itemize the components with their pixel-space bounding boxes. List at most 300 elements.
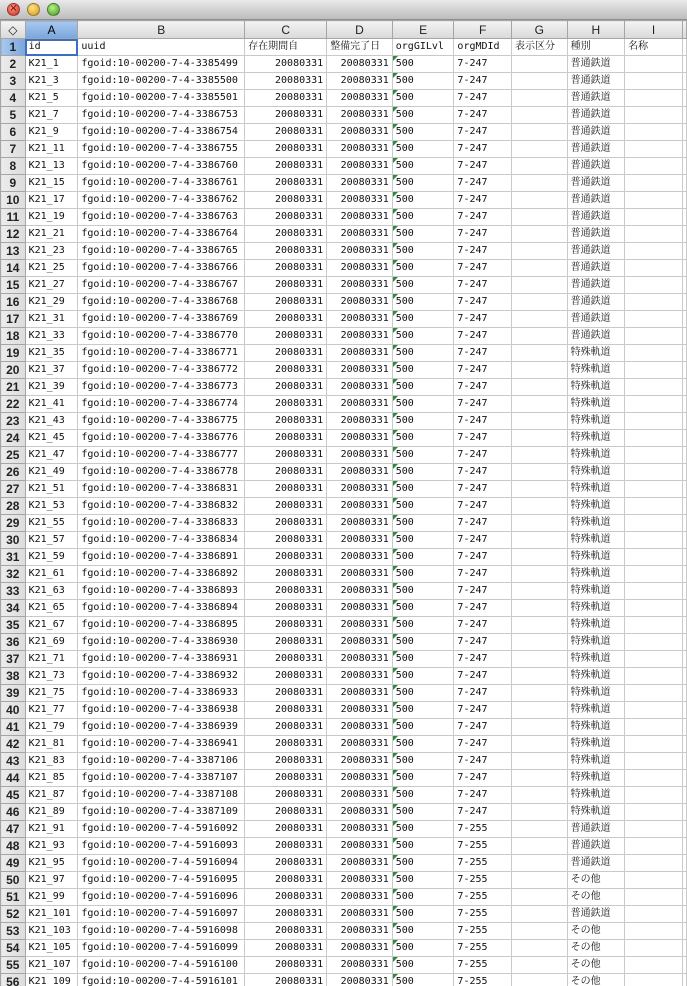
cell-display[interactable] <box>512 838 568 855</box>
cell-type[interactable]: 普通鉄道 <box>567 107 625 124</box>
cell-complete[interactable]: 20080331 <box>327 430 393 447</box>
cell-complete[interactable]: 20080331 <box>327 957 393 974</box>
cell-type[interactable]: 特殊軌道 <box>567 719 625 736</box>
row-header[interactable]: 44 <box>1 770 26 787</box>
cell-uuid[interactable]: fgoid:10-00200-7-4-5916100 <box>78 957 245 974</box>
field-name-cell-uuid[interactable]: uuid <box>78 39 245 56</box>
cell-name[interactable] <box>625 515 683 532</box>
cell-start[interactable]: 20080331 <box>245 855 327 872</box>
cell-orggilvl[interactable]: 500 <box>392 311 454 328</box>
cell-empty[interactable] <box>683 566 687 583</box>
cell-uuid[interactable]: fgoid:10-00200-7-4-3386766 <box>78 260 245 277</box>
cell-name[interactable] <box>625 226 683 243</box>
cell-empty[interactable] <box>683 549 687 566</box>
cell-uuid[interactable]: fgoid:10-00200-7-4-3386894 <box>78 600 245 617</box>
cell-id[interactable]: K21_43 <box>25 413 78 430</box>
cell-display[interactable] <box>512 362 568 379</box>
cell-uuid[interactable]: fgoid:10-00200-7-4-5916096 <box>78 889 245 906</box>
cell-type[interactable]: 特殊軌道 <box>567 549 625 566</box>
cell-display[interactable] <box>512 175 568 192</box>
select-all-corner[interactable]: ◇ <box>1 21 26 39</box>
row-header[interactable]: 14 <box>1 260 26 277</box>
cell-type[interactable]: 普通鉄道 <box>567 209 625 226</box>
cell-start[interactable]: 20080331 <box>245 481 327 498</box>
cell-display[interactable] <box>512 73 568 90</box>
row-header[interactable]: 17 <box>1 311 26 328</box>
cell-name[interactable] <box>625 753 683 770</box>
row-header[interactable]: 15 <box>1 277 26 294</box>
cell-name[interactable] <box>625 600 683 617</box>
row-header[interactable]: 30 <box>1 532 26 549</box>
cell-name[interactable] <box>625 787 683 804</box>
cell-start[interactable]: 20080331 <box>245 736 327 753</box>
cell-display[interactable] <box>512 872 568 889</box>
row-header[interactable]: 45 <box>1 787 26 804</box>
cell-id[interactable]: K21_93 <box>25 838 78 855</box>
cell-complete[interactable]: 20080331 <box>327 974 393 986</box>
row-header[interactable]: 11 <box>1 209 26 226</box>
cell-start[interactable]: 20080331 <box>245 906 327 923</box>
cell-complete[interactable]: 20080331 <box>327 634 393 651</box>
cell-display[interactable] <box>512 685 568 702</box>
cell-display[interactable] <box>512 651 568 668</box>
cell-uuid[interactable]: fgoid:10-00200-7-4-3386762 <box>78 192 245 209</box>
cell-type[interactable]: その他 <box>567 974 625 986</box>
cell-complete[interactable]: 20080331 <box>327 311 393 328</box>
row-header[interactable]: 6 <box>1 124 26 141</box>
cell-empty[interactable] <box>683 430 687 447</box>
cell-type[interactable]: 特殊軌道 <box>567 770 625 787</box>
cell-name[interactable] <box>625 328 683 345</box>
cell-orggilvl[interactable]: 500 <box>392 73 454 90</box>
cell-orgmdid[interactable]: 7-247 <box>454 804 512 821</box>
cell-type[interactable]: 特殊軌道 <box>567 379 625 396</box>
cell-orgmdid[interactable]: 7-247 <box>454 362 512 379</box>
cell-start[interactable]: 20080331 <box>245 974 327 986</box>
cell-name[interactable] <box>625 158 683 175</box>
cell-orggilvl[interactable]: 500 <box>392 549 454 566</box>
cell-empty[interactable] <box>683 600 687 617</box>
cell-start[interactable]: 20080331 <box>245 345 327 362</box>
cell-start[interactable]: 20080331 <box>245 719 327 736</box>
cell-uuid[interactable]: fgoid:10-00200-7-4-5916098 <box>78 923 245 940</box>
cell-type[interactable]: 特殊軌道 <box>567 787 625 804</box>
cell-type[interactable]: 普通鉄道 <box>567 124 625 141</box>
cell-display[interactable] <box>512 90 568 107</box>
cell-empty[interactable] <box>683 532 687 549</box>
cell-id[interactable]: K21_63 <box>25 583 78 600</box>
cell-name[interactable] <box>625 702 683 719</box>
cell-id[interactable]: K21_33 <box>25 328 78 345</box>
cell-orggilvl[interactable]: 500 <box>392 906 454 923</box>
cell-name[interactable] <box>625 855 683 872</box>
cell-display[interactable] <box>512 855 568 872</box>
cell-name[interactable] <box>625 413 683 430</box>
cell-type[interactable]: 普通鉄道 <box>567 158 625 175</box>
field-name-cell-id[interactable]: id <box>25 39 78 56</box>
cell-empty[interactable] <box>683 889 687 906</box>
cell-orggilvl[interactable]: 500 <box>392 464 454 481</box>
cell-empty[interactable] <box>683 906 687 923</box>
cell-display[interactable] <box>512 430 568 447</box>
cell-id[interactable]: K21_13 <box>25 158 78 175</box>
cell-orggilvl[interactable]: 500 <box>392 753 454 770</box>
cell-empty[interactable] <box>683 719 687 736</box>
cell-id[interactable]: K21_21 <box>25 226 78 243</box>
cell-start[interactable]: 20080331 <box>245 838 327 855</box>
cell-orgmdid[interactable]: 7-247 <box>454 311 512 328</box>
cell-orgmdid[interactable]: 7-247 <box>454 770 512 787</box>
cell-orgmdid[interactable]: 7-247 <box>454 685 512 702</box>
cell-complete[interactable]: 20080331 <box>327 464 393 481</box>
cell-name[interactable] <box>625 804 683 821</box>
cell-name[interactable] <box>625 770 683 787</box>
cell-id[interactable]: K21_31 <box>25 311 78 328</box>
row-header[interactable]: 42 <box>1 736 26 753</box>
cell-orgmdid[interactable]: 7-247 <box>454 277 512 294</box>
row-header[interactable]: 24 <box>1 430 26 447</box>
cell-complete[interactable]: 20080331 <box>327 141 393 158</box>
cell-orggilvl[interactable]: 500 <box>392 345 454 362</box>
cell-id[interactable]: K21_101 <box>25 906 78 923</box>
column-header-b[interactable]: B <box>78 21 245 39</box>
cell-orggilvl[interactable]: 500 <box>392 328 454 345</box>
cell-uuid[interactable]: fgoid:10-00200-7-4-5916095 <box>78 872 245 889</box>
cell-display[interactable] <box>512 532 568 549</box>
cell-name[interactable] <box>625 447 683 464</box>
cell-orggilvl[interactable]: 500 <box>392 430 454 447</box>
cell-orggilvl[interactable]: 500 <box>392 362 454 379</box>
row-header[interactable]: 47 <box>1 821 26 838</box>
cell-name[interactable] <box>625 73 683 90</box>
cell-id[interactable]: K21_99 <box>25 889 78 906</box>
cell-display[interactable] <box>512 515 568 532</box>
cell-complete[interactable]: 20080331 <box>327 107 393 124</box>
cell-id[interactable]: K21_11 <box>25 141 78 158</box>
cell-display[interactable] <box>512 277 568 294</box>
cell-name[interactable] <box>625 345 683 362</box>
cell-id[interactable]: K21_75 <box>25 685 78 702</box>
cell-display[interactable] <box>512 481 568 498</box>
cell-display[interactable] <box>512 923 568 940</box>
cell-complete[interactable]: 20080331 <box>327 770 393 787</box>
cell-uuid[interactable]: fgoid:10-00200-7-4-3385500 <box>78 73 245 90</box>
cell-id[interactable]: K21_91 <box>25 821 78 838</box>
cell-orggilvl[interactable]: 500 <box>392 209 454 226</box>
cell-orggilvl[interactable]: 500 <box>392 736 454 753</box>
cell-display[interactable] <box>512 566 568 583</box>
cell-name[interactable] <box>625 685 683 702</box>
cell-name[interactable] <box>625 838 683 855</box>
cell-orggilvl[interactable]: 500 <box>392 634 454 651</box>
row-header[interactable]: 3 <box>1 73 26 90</box>
cell-id[interactable]: K21_73 <box>25 668 78 685</box>
cell-uuid[interactable]: fgoid:10-00200-7-4-3386755 <box>78 141 245 158</box>
row-header[interactable]: 16 <box>1 294 26 311</box>
cell-orggilvl[interactable]: 500 <box>392 855 454 872</box>
cell-orggilvl[interactable]: 500 <box>392 294 454 311</box>
cell-name[interactable] <box>625 957 683 974</box>
cell-orgmdid[interactable]: 7-247 <box>454 260 512 277</box>
cell-id[interactable]: K21_1 <box>25 56 78 73</box>
cell-start[interactable]: 20080331 <box>245 532 327 549</box>
cell-orggilvl[interactable]: 500 <box>392 260 454 277</box>
column-header-f[interactable]: F <box>454 21 512 39</box>
cell-complete[interactable]: 20080331 <box>327 481 393 498</box>
cell-complete[interactable]: 20080331 <box>327 396 393 413</box>
cell-empty[interactable] <box>683 379 687 396</box>
cell-complete[interactable]: 20080331 <box>327 328 393 345</box>
cell-display[interactable] <box>512 226 568 243</box>
cell-type[interactable]: 特殊軌道 <box>567 481 625 498</box>
cell-type[interactable]: 普通鉄道 <box>567 294 625 311</box>
cell-orggilvl[interactable]: 500 <box>392 974 454 986</box>
cell-uuid[interactable]: fgoid:10-00200-7-4-3386831 <box>78 481 245 498</box>
cell-id[interactable]: K21_37 <box>25 362 78 379</box>
cell-complete[interactable]: 20080331 <box>327 736 393 753</box>
cell-empty[interactable] <box>683 39 687 56</box>
cell-start[interactable]: 20080331 <box>245 600 327 617</box>
cell-complete[interactable]: 20080331 <box>327 124 393 141</box>
cell-orgmdid[interactable]: 7-255 <box>454 855 512 872</box>
cell-display[interactable] <box>512 498 568 515</box>
row-header[interactable]: 1 <box>1 39 26 56</box>
cell-uuid[interactable]: fgoid:10-00200-7-4-3386754 <box>78 124 245 141</box>
cell-orgmdid[interactable]: 7-247 <box>454 430 512 447</box>
cell-uuid[interactable]: fgoid:10-00200-7-4-3386941 <box>78 736 245 753</box>
cell-complete[interactable]: 20080331 <box>327 260 393 277</box>
row-header[interactable]: 2 <box>1 56 26 73</box>
cell-id[interactable]: K21_67 <box>25 617 78 634</box>
cell-display[interactable] <box>512 719 568 736</box>
cell-orggilvl[interactable]: 500 <box>392 447 454 464</box>
cell-uuid[interactable]: fgoid:10-00200-7-4-3387106 <box>78 753 245 770</box>
cell-start[interactable]: 20080331 <box>245 243 327 260</box>
cell-complete[interactable]: 20080331 <box>327 566 393 583</box>
cell-orggilvl[interactable]: 500 <box>392 770 454 787</box>
cell-name[interactable] <box>625 498 683 515</box>
cell-uuid[interactable]: fgoid:10-00200-7-4-3386892 <box>78 566 245 583</box>
cell-orggilvl[interactable]: 500 <box>392 243 454 260</box>
row-header[interactable]: 48 <box>1 838 26 855</box>
cell-complete[interactable]: 20080331 <box>327 243 393 260</box>
cell-name[interactable] <box>625 923 683 940</box>
cell-type[interactable]: 特殊軌道 <box>567 396 625 413</box>
cell-orgmdid[interactable]: 7-247 <box>454 481 512 498</box>
cell-id[interactable]: K21_55 <box>25 515 78 532</box>
cell-name[interactable] <box>625 940 683 957</box>
cell-empty[interactable] <box>683 702 687 719</box>
cell-orgmdid[interactable]: 7-255 <box>454 838 512 855</box>
row-header[interactable]: 8 <box>1 158 26 175</box>
cell-display[interactable] <box>512 736 568 753</box>
cell-type[interactable]: 普通鉄道 <box>567 260 625 277</box>
cell-empty[interactable] <box>683 821 687 838</box>
cell-display[interactable] <box>512 107 568 124</box>
zoom-window-button[interactable] <box>47 3 60 16</box>
cell-empty[interactable] <box>683 770 687 787</box>
cell-orgmdid[interactable]: 7-247 <box>454 56 512 73</box>
cell-start[interactable]: 20080331 <box>245 872 327 889</box>
cell-uuid[interactable]: fgoid:10-00200-7-4-3387108 <box>78 787 245 804</box>
cell-start[interactable]: 20080331 <box>245 124 327 141</box>
cell-complete[interactable]: 20080331 <box>327 668 393 685</box>
cell-type[interactable]: 特殊軌道 <box>567 600 625 617</box>
cell-empty[interactable] <box>683 753 687 770</box>
cell-start[interactable]: 20080331 <box>245 328 327 345</box>
cell-type[interactable]: 普通鉄道 <box>567 90 625 107</box>
cell-display[interactable] <box>512 889 568 906</box>
cell-orggilvl[interactable]: 500 <box>392 532 454 549</box>
cell-name[interactable] <box>625 56 683 73</box>
cell-id[interactable]: K21_87 <box>25 787 78 804</box>
cell-empty[interactable] <box>683 583 687 600</box>
column-header-j[interactable] <box>683 21 687 39</box>
cell-type[interactable]: その他 <box>567 957 625 974</box>
cell-orgmdid[interactable]: 7-247 <box>454 158 512 175</box>
cell-orggilvl[interactable]: 500 <box>392 566 454 583</box>
cell-orggilvl[interactable]: 500 <box>392 838 454 855</box>
cell-start[interactable]: 20080331 <box>245 226 327 243</box>
cell-display[interactable] <box>512 957 568 974</box>
cell-orgmdid[interactable]: 7-255 <box>454 923 512 940</box>
cell-name[interactable] <box>625 634 683 651</box>
cell-orgmdid[interactable]: 7-247 <box>454 532 512 549</box>
cell-orggilvl[interactable]: 500 <box>392 957 454 974</box>
cell-name[interactable] <box>625 90 683 107</box>
cell-orgmdid[interactable]: 7-247 <box>454 447 512 464</box>
cell-orggilvl[interactable]: 500 <box>392 141 454 158</box>
cell-orggilvl[interactable]: 500 <box>392 175 454 192</box>
row-header[interactable]: 52 <box>1 906 26 923</box>
column-header-c[interactable]: C <box>245 21 327 39</box>
cell-display[interactable] <box>512 56 568 73</box>
cell-name[interactable] <box>625 124 683 141</box>
cell-start[interactable]: 20080331 <box>245 515 327 532</box>
row-header[interactable]: 27 <box>1 481 26 498</box>
cell-complete[interactable]: 20080331 <box>327 787 393 804</box>
row-header[interactable]: 7 <box>1 141 26 158</box>
cell-name[interactable] <box>625 396 683 413</box>
cell-uuid[interactable]: fgoid:10-00200-7-4-3386760 <box>78 158 245 175</box>
row-header[interactable]: 13 <box>1 243 26 260</box>
cell-complete[interactable]: 20080331 <box>327 940 393 957</box>
row-header[interactable]: 18 <box>1 328 26 345</box>
cell-complete[interactable]: 20080331 <box>327 549 393 566</box>
cell-name[interactable] <box>625 566 683 583</box>
cell-id[interactable]: K21_53 <box>25 498 78 515</box>
cell-empty[interactable] <box>683 90 687 107</box>
cell-orggilvl[interactable]: 500 <box>392 923 454 940</box>
cell-uuid[interactable]: fgoid:10-00200-7-4-5916092 <box>78 821 245 838</box>
cell-type[interactable]: 普通鉄道 <box>567 906 625 923</box>
cell-uuid[interactable]: fgoid:10-00200-7-4-3386763 <box>78 209 245 226</box>
row-header[interactable]: 50 <box>1 872 26 889</box>
column-header-h[interactable]: H <box>567 21 625 39</box>
cell-display[interactable] <box>512 770 568 787</box>
cell-display[interactable] <box>512 124 568 141</box>
cell-name[interactable] <box>625 889 683 906</box>
cell-orgmdid[interactable]: 7-247 <box>454 90 512 107</box>
cell-empty[interactable] <box>683 192 687 209</box>
cell-orgmdid[interactable]: 7-247 <box>454 498 512 515</box>
cell-display[interactable] <box>512 668 568 685</box>
cell-orgmdid[interactable]: 7-247 <box>454 124 512 141</box>
cell-start[interactable]: 20080331 <box>245 277 327 294</box>
cell-start[interactable]: 20080331 <box>245 430 327 447</box>
row-header[interactable]: 21 <box>1 379 26 396</box>
cell-display[interactable] <box>512 209 568 226</box>
cell-id[interactable]: K21_71 <box>25 651 78 668</box>
row-header[interactable]: 35 <box>1 617 26 634</box>
cell-uuid[interactable]: fgoid:10-00200-7-4-3386932 <box>78 668 245 685</box>
cell-display[interactable] <box>512 192 568 209</box>
cell-display[interactable] <box>512 311 568 328</box>
cell-complete[interactable]: 20080331 <box>327 56 393 73</box>
cell-complete[interactable]: 20080331 <box>327 685 393 702</box>
cell-start[interactable]: 20080331 <box>245 787 327 804</box>
cell-orggilvl[interactable]: 500 <box>392 600 454 617</box>
cell-complete[interactable]: 20080331 <box>327 447 393 464</box>
cell-start[interactable]: 20080331 <box>245 923 327 940</box>
cell-complete[interactable]: 20080331 <box>327 804 393 821</box>
field-name-cell-display[interactable]: 表示区分 <box>512 39 568 56</box>
cell-name[interactable] <box>625 379 683 396</box>
cell-complete[interactable]: 20080331 <box>327 906 393 923</box>
cell-empty[interactable] <box>683 260 687 277</box>
cell-uuid[interactable]: fgoid:10-00200-7-4-3386753 <box>78 107 245 124</box>
cell-empty[interactable] <box>683 838 687 855</box>
row-header[interactable]: 28 <box>1 498 26 515</box>
cell-type[interactable]: 普通鉄道 <box>567 821 625 838</box>
cell-start[interactable]: 20080331 <box>245 90 327 107</box>
cell-type[interactable]: 特殊軌道 <box>567 651 625 668</box>
cell-type[interactable]: 普通鉄道 <box>567 838 625 855</box>
row-header[interactable]: 39 <box>1 685 26 702</box>
cell-display[interactable] <box>512 549 568 566</box>
cell-type[interactable]: 特殊軌道 <box>567 447 625 464</box>
cell-uuid[interactable]: fgoid:10-00200-7-4-3385499 <box>78 56 245 73</box>
cell-empty[interactable] <box>683 974 687 986</box>
cell-complete[interactable]: 20080331 <box>327 753 393 770</box>
cell-uuid[interactable]: fgoid:10-00200-7-4-3386833 <box>78 515 245 532</box>
cell-start[interactable]: 20080331 <box>245 957 327 974</box>
cell-name[interactable] <box>625 141 683 158</box>
cell-orggilvl[interactable]: 500 <box>392 124 454 141</box>
cell-complete[interactable]: 20080331 <box>327 923 393 940</box>
cell-id[interactable]: K21_105 <box>25 940 78 957</box>
cell-orgmdid[interactable]: 7-247 <box>454 787 512 804</box>
cell-name[interactable] <box>625 362 683 379</box>
cell-empty[interactable] <box>683 56 687 73</box>
cell-orggilvl[interactable]: 500 <box>392 821 454 838</box>
cell-id[interactable]: K21_89 <box>25 804 78 821</box>
cell-orgmdid[interactable]: 7-255 <box>454 821 512 838</box>
cell-start[interactable]: 20080331 <box>245 141 327 158</box>
cell-empty[interactable] <box>683 396 687 413</box>
cell-uuid[interactable]: fgoid:10-00200-7-4-3386834 <box>78 532 245 549</box>
cell-orgmdid[interactable]: 7-247 <box>454 413 512 430</box>
cell-display[interactable] <box>512 328 568 345</box>
cell-id[interactable]: K21_107 <box>25 957 78 974</box>
cell-display[interactable] <box>512 141 568 158</box>
cell-start[interactable]: 20080331 <box>245 566 327 583</box>
row-header[interactable]: 9 <box>1 175 26 192</box>
cell-complete[interactable]: 20080331 <box>327 532 393 549</box>
row-header[interactable]: 12 <box>1 226 26 243</box>
cell-empty[interactable] <box>683 243 687 260</box>
cell-start[interactable]: 20080331 <box>245 668 327 685</box>
